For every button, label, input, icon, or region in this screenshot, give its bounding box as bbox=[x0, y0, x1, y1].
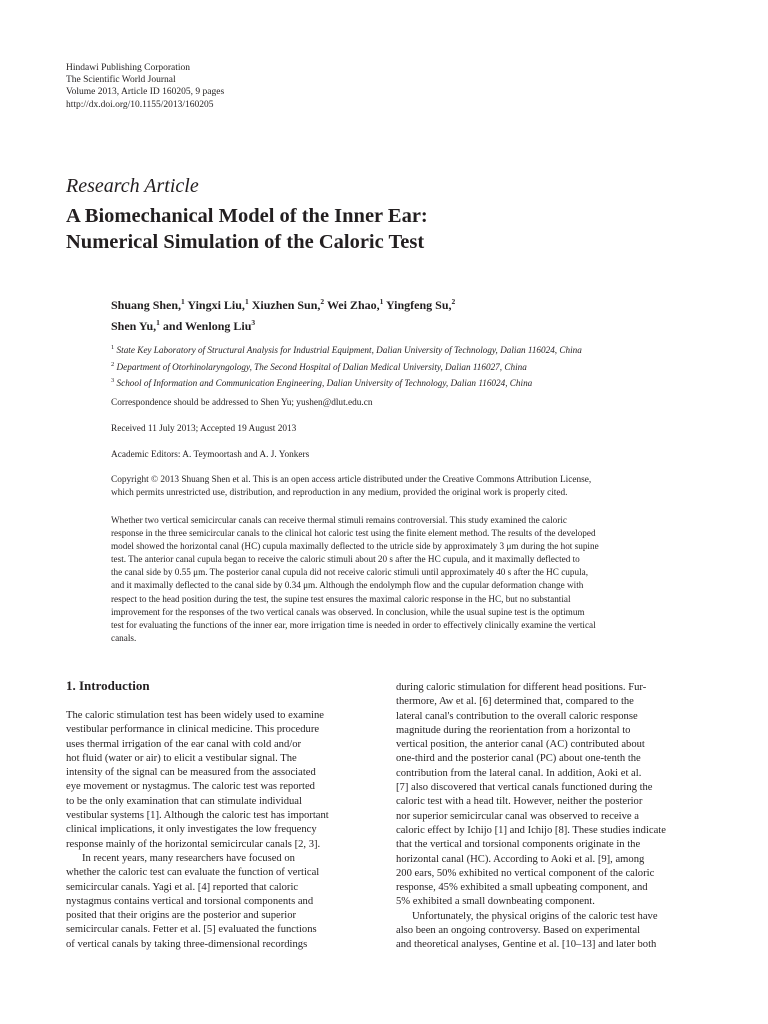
title-line: A Biomechanical Model of the Inner Ear: bbox=[66, 205, 428, 227]
academic-editors: Academic Editors: A. Teymoortash and A. J. Yonkers bbox=[111, 450, 310, 460]
affiliation-marker: 1 bbox=[244, 297, 249, 306]
volume-info: Volume 2013, Article ID 160205, 9 pages bbox=[66, 87, 225, 98]
received-accepted-dates: Received 11 July 2013; Accepted 19 August 2013 bbox=[111, 424, 297, 434]
abstract-line: model showed the horizontal canal (HC) cupula maximally deflected to the utricle side by approximately 3 μm during the hot supine bbox=[111, 541, 599, 552]
body-line: hot fluid (water or air) to elicit a vestibular signal. The bbox=[66, 752, 297, 764]
body-line: 5% exhibited a small downbeating component. bbox=[396, 896, 595, 908]
abstract-line: respect to the head position during the test, the supine test ensures the maximal caloric response in the HC, but no substantial bbox=[111, 593, 571, 604]
author-line bbox=[111, 293, 711, 314]
abstract-line: Whether two vertical semicircular canals can receive thermal stimuli remains controversial. This study examined the caloric bbox=[111, 515, 567, 525]
author-name: Xiuzhen Sun, bbox=[251, 298, 321, 312]
author-name: and Wenlong Liu bbox=[162, 319, 252, 333]
body-line: of vertical canals by taking three-dimensional recordings bbox=[66, 938, 308, 950]
body-line: vertical position, the anterior canal (AC) contributed about bbox=[396, 739, 645, 751]
affiliation bbox=[111, 374, 711, 391]
article-type: Research Article bbox=[66, 175, 199, 197]
doi-link[interactable]: http://dx.doi.org/10.1155/2013/160205 bbox=[66, 99, 214, 110]
body-column-left bbox=[66, 709, 372, 952]
affiliation-marker: 1 bbox=[156, 318, 160, 327]
body-line: during caloric stimulation for different head positions. Fur- bbox=[396, 682, 647, 693]
affiliation-list bbox=[111, 341, 711, 391]
body-line: response mainly of the horizontal semicircular canals [2, 3]. bbox=[66, 838, 321, 850]
author-name: Shuang Shen, bbox=[111, 298, 182, 312]
abstract-line: improvement for the responses of the two vertical canals was observed. In conclusion, while the usual supine test is the optimum bbox=[111, 606, 585, 617]
affiliation bbox=[111, 358, 711, 375]
journal-name: The Scientific World Journal bbox=[66, 75, 176, 86]
author-line bbox=[111, 314, 711, 335]
affiliation-marker: 1 bbox=[379, 297, 384, 306]
body-line: lateral canal's contribution to the overall caloric response bbox=[396, 710, 638, 722]
body-line: horizontal canal (HC). According to Aoki et al. [9], among bbox=[396, 853, 645, 865]
copyright-line: which permits unrestricted use, distribution, and reproduction in any medium, provided the original work is properly cited. bbox=[111, 488, 568, 499]
affiliation-number: 1 bbox=[111, 344, 115, 351]
author-list bbox=[111, 293, 711, 335]
body-line: The caloric stimulation test has been widely used to examine bbox=[66, 710, 325, 721]
abstract-line: canals. bbox=[111, 632, 137, 643]
affiliation-marker: 1 bbox=[181, 297, 185, 306]
affiliation-marker: 2 bbox=[320, 297, 325, 306]
abstract-line: test for evaluating the functions of the inner ear, more irrigation time is needed in order to effectively clinically examine the vertical bbox=[111, 619, 596, 630]
body-line: to be the only examination that can stimulate individual bbox=[66, 795, 302, 807]
body-line: 200 ears, 50% exhibited no vertical component of the caloric bbox=[396, 867, 655, 879]
body-line: posited that their origins are the posterior and superior bbox=[66, 910, 297, 922]
body-line: vestibular systems [1]. Although the caloric test has important bbox=[66, 810, 329, 822]
affiliation-text: Department of Otorhinolaryngology, The Second Hospital of Dalian Medical University, Dalian 116027, China bbox=[116, 361, 527, 372]
body-line: nor superior semicircular canal was observed to receive a bbox=[396, 810, 639, 822]
body-line: eye movement or nystagmus. The caloric test was reported bbox=[66, 781, 315, 793]
abstract bbox=[111, 514, 709, 645]
affiliation-marker: 3 bbox=[251, 318, 256, 327]
body-line: vestibular performance in clinical medicine. This procedure bbox=[66, 724, 320, 736]
body-line: thermore, Aw et al. [6] determined that, compared to the bbox=[396, 696, 634, 708]
body-line: whether the caloric test can evaluate the function of vertical bbox=[66, 867, 320, 879]
body-line: contribution from the lateral canal. In addition, Aoki et al. bbox=[396, 767, 642, 779]
body-line: and theoretical analyses, Gentine et al. [10–13] and later both bbox=[396, 939, 657, 951]
body-line: also been an ongoing controversy. Based on experimental bbox=[396, 925, 641, 937]
body-line: clinical implications, it only investigates the low frequency bbox=[66, 824, 317, 836]
abstract-line: the canal side by 0.55 μm. The posterior canal cupula did not receive caloric stimuli until approximately 40 s after the HC cupula, bbox=[111, 567, 589, 578]
copyright-notice bbox=[111, 474, 711, 500]
body-line: one-third and the posterior canal (PC) about one-tenth the bbox=[396, 753, 641, 765]
affiliation-number: 3 bbox=[111, 377, 115, 384]
copyright-line: Copyright © 2013 Shuang Shen et al. This is an open access article distributed under the Creative Commons Attribution License, bbox=[111, 475, 592, 485]
body-line: [7] also discovered that vertical canals functioned during the bbox=[396, 782, 653, 794]
abstract-line: test. The anterior canal cupula began to receive the caloric stimuli about 20 s after the HC cupula, and it maximally deflected to bbox=[111, 554, 580, 565]
affiliation bbox=[111, 341, 711, 358]
body-line: response, 45% exhibited a small upbeating component, and bbox=[396, 882, 648, 894]
author-name: Yingfeng Su, bbox=[385, 298, 452, 312]
affiliation-number: 2 bbox=[111, 360, 115, 368]
body-line: Unfortunately, the physical origins of the caloric test have bbox=[412, 910, 658, 922]
body-line: uses thermal irrigation of the ear canal with cold and/or bbox=[66, 738, 302, 750]
body-line: intensity of the signal can be measured from the associated bbox=[66, 767, 316, 779]
article-title bbox=[66, 203, 428, 255]
author-name: Shen Yu, bbox=[111, 319, 157, 333]
affiliation-text: State Key Laboratory of Structural Analysis for Industrial Equipment, Dalian University of Technology, Dalian 116024, China bbox=[116, 345, 582, 355]
correspondence: Correspondence should be addressed to Shen Yu; yushen@dlut.edu.cn bbox=[111, 398, 373, 408]
affiliation-text: School of Information and Communication Engineering, Dalian University of Technology, Dalian 116024, China bbox=[116, 378, 533, 388]
author-name: Yingxi Liu, bbox=[187, 298, 245, 312]
publisher-name: Hindawi Publishing Corporation bbox=[66, 63, 191, 73]
author-name: Wei Zhao, bbox=[326, 298, 380, 312]
body-line: nystagmus contains vertical and torsional components and bbox=[66, 895, 314, 907]
body-line: caloric effect by Ichijo [1] and Ichijo [8]. These studies indicate bbox=[396, 824, 666, 836]
publication-header bbox=[66, 62, 224, 111]
affiliation-marker: 2 bbox=[451, 297, 456, 306]
abstract-line: and it maximally deflected to the canal side by 0.34 μm. Although the endolymph flow and the cupular deformation change with bbox=[111, 580, 584, 591]
section-heading-introduction: 1. Introduction bbox=[66, 678, 150, 693]
title-line: Numerical Simulation of the Caloric Test bbox=[66, 231, 425, 253]
body-line: magnitude during the reorientation from a horizontal to bbox=[396, 724, 631, 736]
body-column-right bbox=[396, 681, 702, 953]
body-line: that the vertical and torsional components originate in the bbox=[396, 839, 641, 851]
body-line: semicircular canals. Yagi et al. [4] reported that caloric bbox=[66, 881, 299, 893]
body-line: In recent years, many researchers have focused on bbox=[82, 852, 295, 864]
abstract-line: response in the three semicircular canals to the clinical hot caloric test using the finite element method. The results of the developed bbox=[111, 528, 596, 539]
body-line: caloric test with a head tilt. However, neither the posterior bbox=[396, 796, 643, 808]
body-line: semicircular canals. Fetter et al. [5] evaluated the functions bbox=[66, 924, 317, 936]
